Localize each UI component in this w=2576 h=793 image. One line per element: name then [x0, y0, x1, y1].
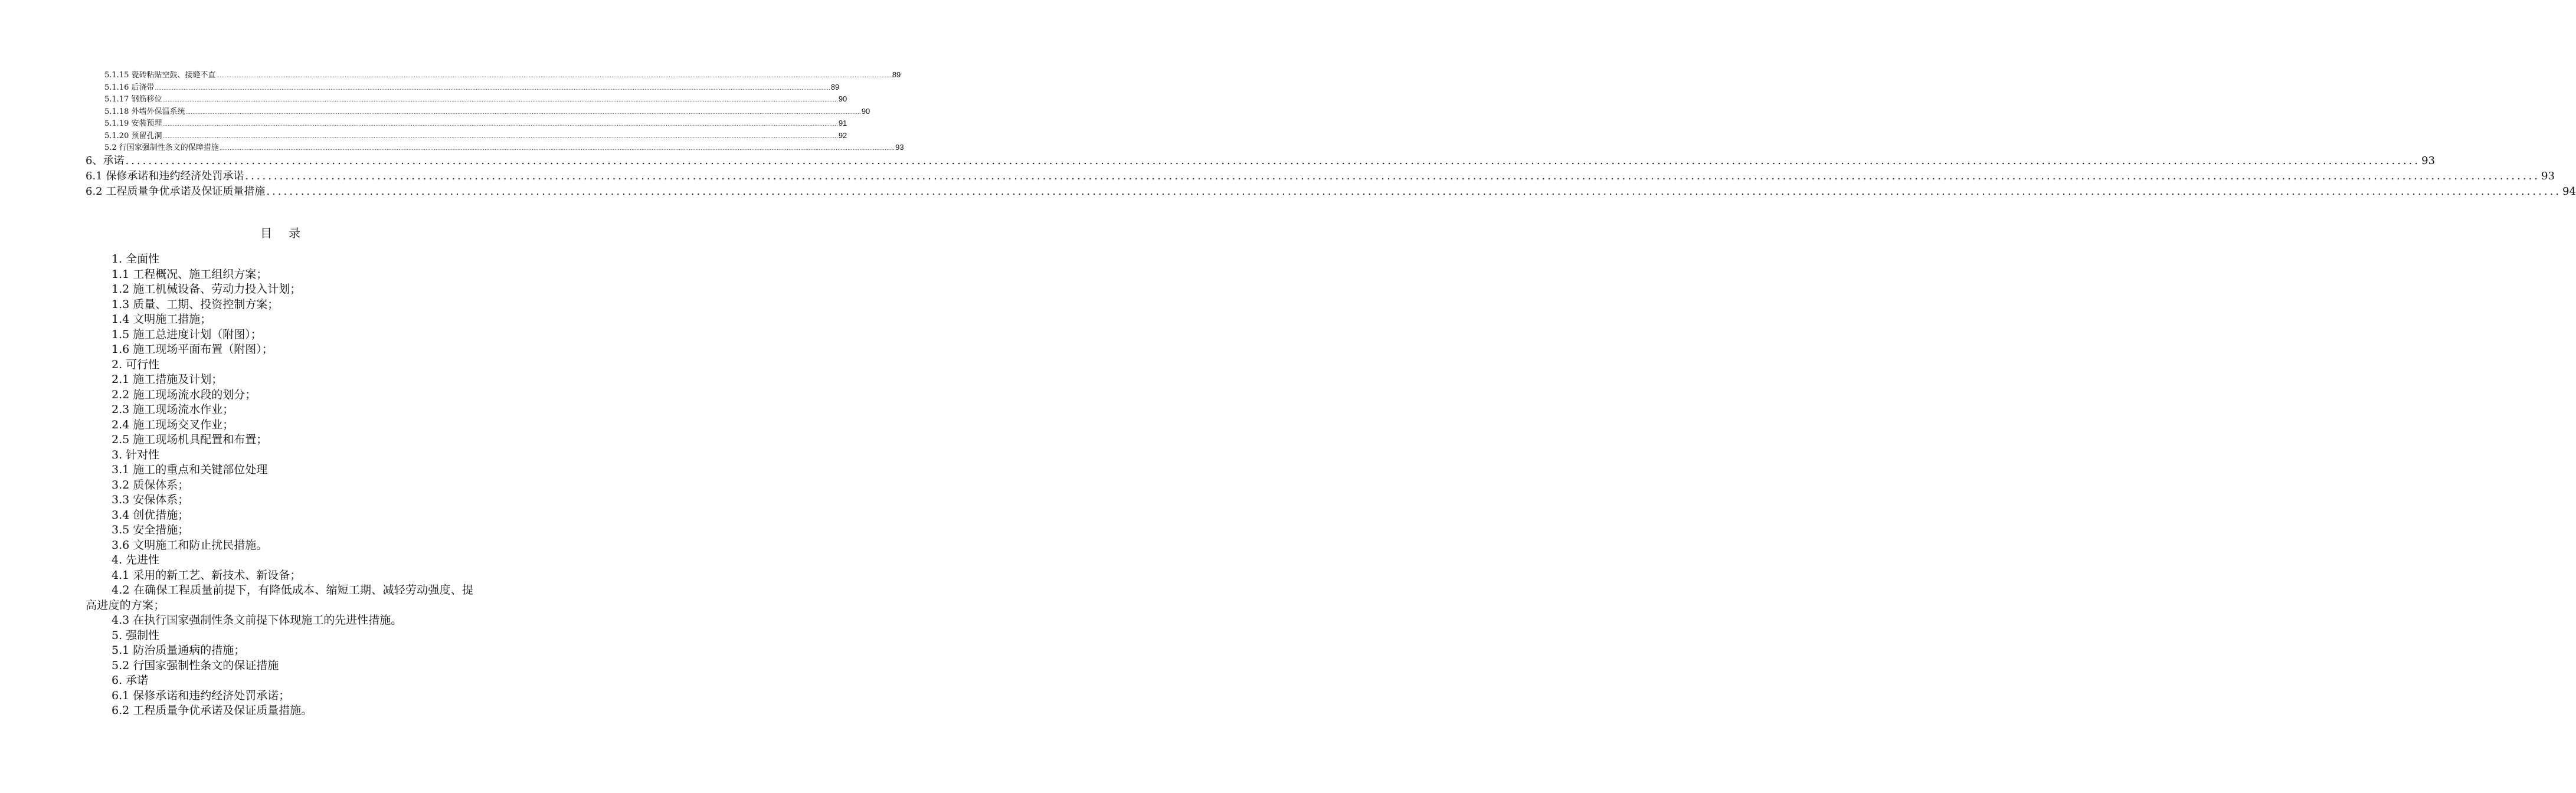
outline-item: 2.3 施工现场流水作业； [112, 403, 234, 416]
outline-item: 3.5 安全措施； [112, 523, 189, 536]
outline-item: 3.1 施工的重点和关键部位处理 [112, 463, 268, 476]
toc-entry[interactable] [86, 169, 2555, 184]
toc-entry-page: 90 [838, 94, 847, 103]
toc-entry-label: 5.1.17 钢筋移位 [104, 95, 162, 104]
outline-item: 3.6 文明施工和防止扰民措施。 [112, 538, 268, 552]
outline-item: 3. 针对性 [112, 448, 160, 461]
outline-item: 6. 承诺 [112, 674, 149, 687]
toc-entry-page: 93 [2421, 155, 2436, 167]
toc-entry-label: 6.1 保修承诺和违约经济处罚承诺 [86, 170, 244, 182]
toc-leader-dots: ................................................................................................................................................................................................................................................................................................................................................................................................................ [125, 155, 2421, 167]
toc-leader-dots: ................................................................................................................................................................................................................................................................................................................................................................................................................ [162, 97, 838, 103]
toc-entry-label: 5.1.15 瓷砖粘贴空鼓、接缝不直 [104, 71, 216, 80]
toc-entry-label: 6.2 工程质量争优承诺及保证质量措施 [86, 185, 266, 198]
outline-item-wrapped: 4.2 在确保工程质量前提下，有降低成本、缩短工期、减轻劳动强度、提高进度的方案； [86, 584, 474, 612]
toc-entry-page: 91 [838, 119, 847, 127]
toc-entry-page: 93 [895, 143, 904, 152]
toc-entry-label: 5.1.20 预留孔洞 [104, 131, 162, 140]
toc-leader-dots: ................................................................................................................................................................................................................................................................................................................................................................................................................ [162, 122, 838, 127]
toc-leader-dots: ................................................................................................................................................................................................................................................................................................................................................................................................................ [162, 133, 838, 140]
outline-item: 3.2 质保体系； [112, 478, 189, 491]
toc-entry[interactable] [104, 81, 840, 94]
toc-entry[interactable] [104, 106, 870, 118]
toc-entry-page: 93 [2541, 170, 2555, 182]
contents-outline [86, 252, 481, 719]
outline-item: 5.1 防治质量通病的措施； [112, 644, 246, 657]
outline-item: 4.1 采用的新工艺、新技术、新设备； [112, 568, 302, 582]
outline-item: 1.1 工程概况、施工组织方案； [112, 267, 268, 281]
outline-item: 1.2 施工机械设备、劳动力投入计划； [112, 283, 302, 296]
toc-entry[interactable] [104, 130, 847, 142]
toc-leader-dots: ................................................................................................................................................................................................................................................................................................................................................................................................................ [219, 146, 895, 152]
outline-item: 3.3 安保体系； [112, 493, 189, 506]
outline-item: 2.2 施工现场流水段的划分； [112, 388, 257, 401]
outline-item: 2. 可行性 [112, 358, 160, 371]
toc-leader-dots: ................................................................................................................................................................................................................................................................................................................................................................................................................ [155, 85, 830, 91]
outline-item: 2.4 施工现场交叉作业； [112, 418, 234, 431]
toc-entry-page: 94 [2562, 185, 2576, 198]
toc-entry[interactable] [104, 93, 847, 106]
toc-leader-dots: ................................................................................................................................................................................................................................................................................................................................................................................................................ [185, 109, 861, 116]
toc-entry[interactable] [86, 184, 2576, 199]
toc-entry-label: 6、承诺 [86, 155, 125, 167]
toc-entry-label: 5.2 行国家强制性条文的保障措施 [104, 143, 219, 152]
toc-entry-page: 90 [861, 106, 870, 116]
outline-item: 4. 先进性 [112, 553, 160, 566]
outline-item: 4.3 在执行国家强制性条文前提下体现施工的先进性措施。 [112, 614, 402, 627]
toc-level1-list [86, 153, 2576, 199]
outline-item: 6.2 工程质量争优承诺及保证质量措施。 [112, 704, 313, 717]
outline-item: 1.4 文明施工措施； [112, 313, 212, 326]
outline-item: 2.1 施工措施及计划； [112, 373, 223, 386]
outline-item: 2.5 施工现场机具配置和布置； [112, 433, 268, 446]
toc-level3-list [104, 69, 904, 154]
outline-item: 1.5 施工总进度计划（附图）； [112, 327, 262, 341]
toc-entry[interactable] [104, 142, 904, 154]
toc-entry[interactable] [104, 117, 847, 130]
toc-entry-page: 89 [830, 82, 840, 91]
toc-leader-dots: ................................................................................................................................................................................................................................................................................................................................................................................................................ [216, 73, 892, 79]
toc-entry-label: 5.1.16 后浇带 [104, 83, 155, 92]
outline-item: 3.4 创优措施； [112, 508, 189, 522]
toc-entry-label: 5.1.19 安装预埋 [104, 119, 162, 128]
toc-entry[interactable] [104, 69, 901, 81]
outline-item: 1.6 施工现场平面布置（附图）； [112, 343, 273, 356]
toc-entry-label: 5.1.18 外墙外保温系统 [104, 107, 185, 116]
outline-item: 1.3 质量、工期、投资控制方案； [112, 297, 279, 311]
outline-item: 5. 强制性 [112, 628, 160, 642]
outline-item: 6.1 保修承诺和违约经济处罚承诺； [112, 689, 290, 702]
toc-entry[interactable] [86, 153, 2436, 169]
toc-entry-page: 89 [892, 70, 901, 79]
contents-heading: 目录 [260, 226, 317, 240]
outline-item: 5.2 行国家强制性条文的保证措施 [112, 658, 279, 672]
outline-item: 1. 全面性 [112, 253, 160, 266]
toc-leader-dots: ................................................................................................................................................................................................................................................................................................................................................................................................................ [245, 170, 2541, 182]
toc-leader-dots: ................................................................................................................................................................................................................................................................................................................................................................................................................ [266, 185, 2562, 198]
toc-entry-page: 92 [838, 130, 847, 140]
